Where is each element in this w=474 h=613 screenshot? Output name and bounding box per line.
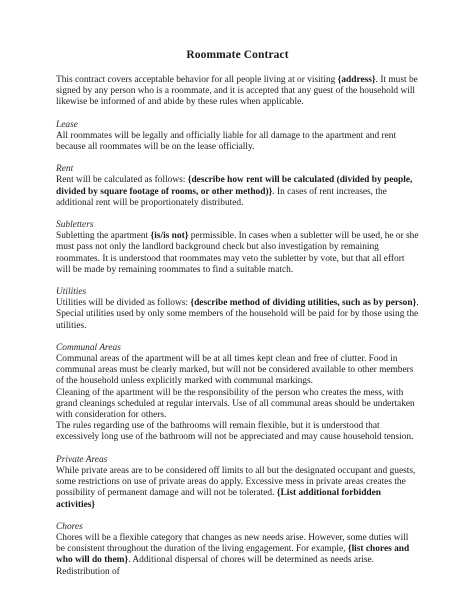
section-private-areas [56,455,419,511]
body-text: Rent will be calculated as follows: [56,175,188,186]
section-heading: Utilities [56,287,87,298]
body-text: permissible. In cases when a subletter will be used, he or she must pass not only the landlord background check but also investigation by remaining roommates. It is understood that roommates may veto the subletter by vote, but that all effort will be made by remaining roommates to find a suitable match. [56,231,419,275]
section-heading: Lease [56,119,78,130]
body-text: . Additional dispersal of chores will be determined as needs arise. Redistribution of [56,555,374,577]
placeholder-text: {describe method of dividing utilities, such as by person} [190,298,417,309]
body-text: Utilities will be divided as follows: [56,298,191,309]
section-utilities [56,287,419,332]
body-text: Subletting the apartment [56,231,151,242]
section-subletters [56,220,419,276]
section-rent [56,164,419,209]
section-paragraph [56,533,419,578]
section-communal-areas [56,343,419,444]
section-heading: Private Areas [56,454,108,465]
body-text: Cleaning of the apartment will be the responsibility of the person who creates the mess, with grand cleanings scheduled at regular intervals. Use of all communal areas should be undertaken with consideration for others. [56,387,415,421]
section-paragraph [56,388,419,422]
document-title: Roommate Contract [186,49,289,61]
body-text: The rules regarding use of the bathrooms will remain flexible, but it is understood that excessively long use of the bathroom will not be appreciated and may cause household tension. [56,421,414,443]
section-paragraph [56,354,419,388]
placeholder-text: {describe how rent will be calculated (divided by people, divided by square footage of rooms, or other method)} [56,175,413,197]
section-paragraph [56,421,419,443]
section-chores [56,522,419,578]
section-paragraph [56,231,419,276]
body-text: This contract covers acceptable behavior for all people living at or visiting [56,75,338,85]
section-paragraph [56,466,419,511]
placeholder-text: {list chores and who will do them} [56,544,410,566]
body-text: All roommates will be legally and officially liable for all damage to the apartment and rent because all roommates will be on the lease officially. [56,130,397,153]
placeholder-text: {address} [337,75,376,85]
section-paragraph [56,175,419,209]
body-text: Chores will be a flexible category that changes as new needs arise. However, some duties will be consistent throughout the duration of the living engagement. For example, [56,532,409,555]
section-heading: Rent [56,164,74,175]
sections-container [56,120,419,578]
section-heading: Subletters [56,220,94,231]
body-text: . In cases of rent increases, the additional rent will be proportionately distributed. [56,186,387,208]
section-lease [56,120,419,154]
section-paragraph [56,131,419,153]
placeholder-text: {List additional forbidden activities} [56,488,382,510]
section-heading: Communal Areas [56,342,121,353]
body-text: . Special utilities used by only some members of the household will be paid for by those using the utilities. [56,298,419,331]
placeholder-text: {is/is not} [150,231,189,242]
section-paragraph [56,298,419,332]
body-text: . It must be signed by any person who is a roommate, and it is accepted that any guest of the household will likewise be informed of and abide by these rules when applicable. [56,75,418,108]
body-text: Communal areas of the apartment will be at all times kept clean and free of clutter. Food in communal areas must be clearly marked, but will not be considered available to other members of the household unless explicitly marked with communal markings. [56,354,414,387]
intro-paragraph [56,75,419,109]
section-heading: Chores [56,521,83,532]
body-text: While private areas are to be considered off limits to all but the designated occupant and guests, some restrictions on use of private areas do apply. Excessive mess in private areas creates the possibility of permanent damage and will not be tolerated. [56,465,416,499]
